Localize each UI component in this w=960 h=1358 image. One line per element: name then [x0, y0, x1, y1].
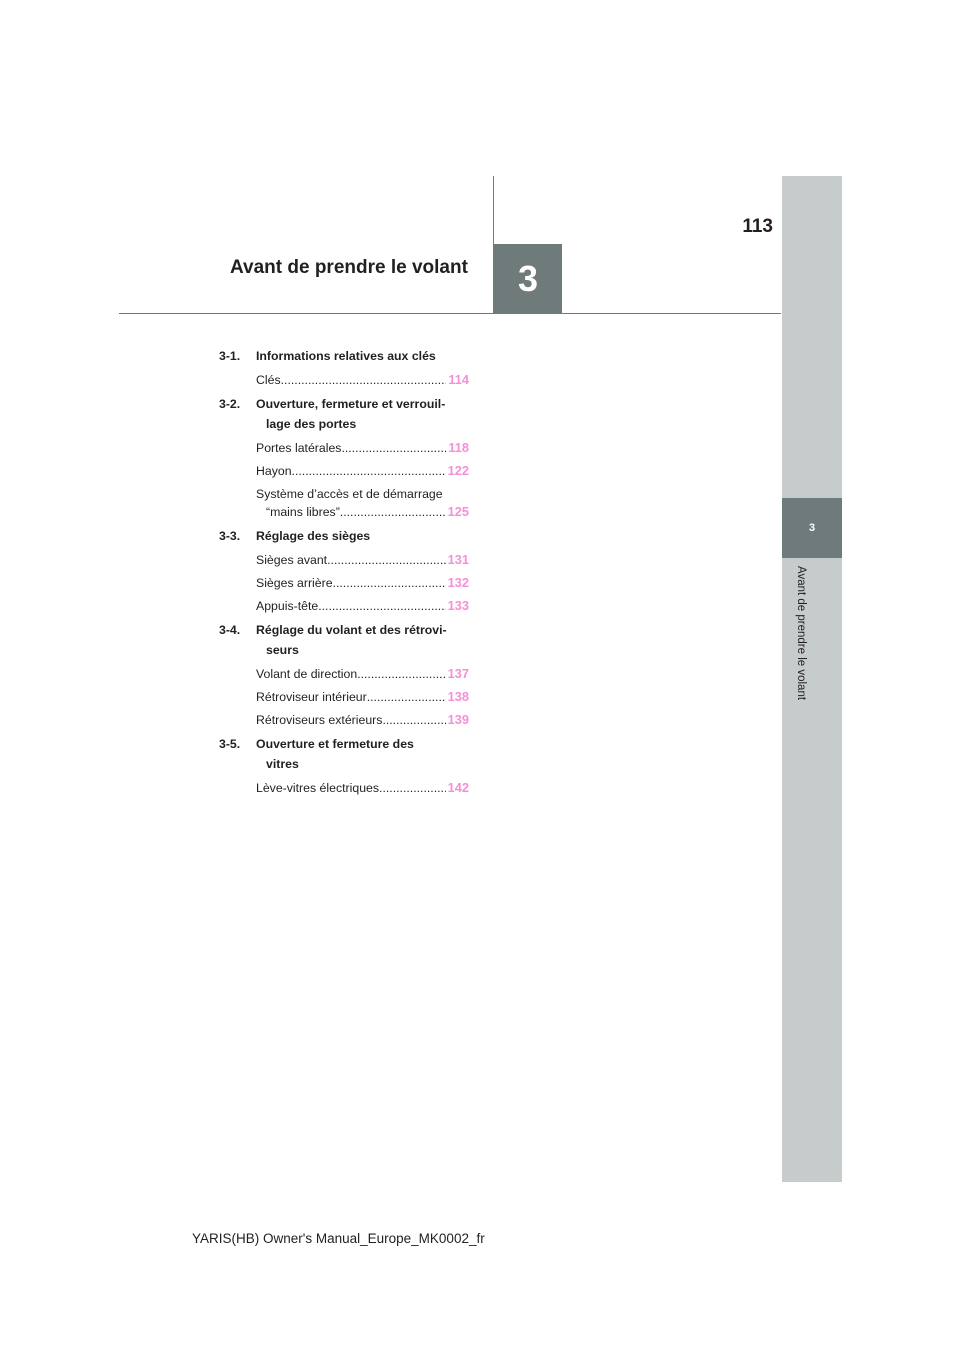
toc-section-heading: [219, 346, 469, 366]
toc-section-number: 3-5.: [219, 737, 241, 751]
side-tab: [782, 176, 842, 1182]
toc-entry-label: Lève-vitres électriques: [256, 781, 380, 795]
toc-entry-label: Hayon: [256, 464, 292, 478]
toc-leader-dots: [292, 462, 446, 480]
toc-section-number: 3-2.: [219, 397, 241, 411]
toc-page-link[interactable]: 137: [447, 666, 469, 681]
toc-entry-label: Rétroviseurs extérieurs: [256, 713, 383, 727]
toc-section-title-line: Ouverture et fermeture des: [256, 737, 414, 751]
toc-section-title-line: vitres: [266, 757, 299, 771]
toc-section-number: 3-3.: [219, 529, 241, 543]
toc-section-title-line: lage des portes: [266, 417, 357, 431]
toc-entry[interactable]: [256, 779, 469, 797]
toc-entry[interactable]: [256, 688, 469, 706]
toc-section-title: [256, 526, 469, 546]
toc-leader-dots: [382, 711, 445, 729]
toc-section-title-line: seurs: [266, 643, 299, 657]
toc-leader-dots: [379, 779, 446, 797]
side-tab-number-box[interactable]: [782, 498, 842, 558]
toc-entry[interactable]: [256, 597, 469, 615]
toc-section-title-line: Réglage des sièges: [256, 529, 371, 543]
header-horizontal-rule: [119, 313, 781, 314]
toc-section-title: [256, 620, 469, 660]
toc-entry[interactable]: [256, 711, 469, 729]
toc-section-number: 3-1.: [219, 349, 241, 363]
toc-entry-label: Sièges arrière: [256, 576, 333, 590]
chapter-title: Avant de prendre le volant: [230, 257, 468, 278]
toc-page-link[interactable]: 131: [447, 552, 469, 567]
toc-leader-dots: [318, 597, 445, 615]
side-tab-label: Avant de prendre le volant: [795, 566, 807, 701]
toc-page-link[interactable]: 132: [447, 575, 469, 590]
chapter-number: 3: [517, 257, 539, 299]
toc-entry[interactable]: [256, 439, 469, 457]
toc-section-title-line: Informations relatives aux clés: [256, 349, 436, 363]
toc-leader-dots: [341, 439, 446, 457]
toc-entry[interactable]: [256, 665, 469, 683]
chapter-number-box: [494, 244, 562, 313]
page-number: 113: [742, 216, 773, 237]
toc-leader-dots: [333, 574, 446, 592]
toc-entry[interactable]: [256, 551, 469, 569]
toc-page-link[interactable]: 122: [447, 463, 469, 478]
toc-entry-label: Portes latérales: [256, 441, 342, 455]
toc-section-heading: [219, 526, 469, 546]
toc-page-link[interactable]: 139: [447, 712, 469, 727]
toc-section-heading: [219, 394, 469, 434]
table-of-contents: [219, 346, 469, 797]
toc-leader-dots: [340, 503, 446, 521]
toc-leader-dots: [357, 665, 445, 683]
toc-page-link[interactable]: 118: [448, 440, 469, 455]
toc-entry-label: “mains libres”: [266, 505, 340, 519]
toc-entry-label: Système d’accès et de démarrage: [256, 487, 443, 501]
toc-section-title: [256, 346, 469, 366]
toc-leader-dots: [327, 551, 446, 569]
toc-section-number: 3-4.: [219, 623, 241, 637]
toc-page-link[interactable]: 133: [447, 598, 469, 613]
side-tab-number: 3: [808, 522, 816, 534]
toc-entry-label: Appuis-tête: [256, 599, 319, 613]
toc-leader-dots: [367, 688, 446, 706]
toc-section-title-line: Réglage du volant et des rétrovi-: [256, 623, 447, 637]
toc-entry-label: Clés: [256, 373, 281, 387]
toc-section-heading: [219, 734, 469, 774]
toc-section-title-line: Ouverture, fermeture et verrouil-: [256, 397, 446, 411]
toc-section-title: [256, 734, 469, 774]
toc-page-link[interactable]: 142: [447, 780, 469, 795]
footer-text: YARIS(HB) Owner's Manual_Europe_MK0002_fr: [192, 1231, 485, 1246]
toc-section-heading: [219, 620, 469, 660]
toc-entry-label: Sièges avant: [256, 553, 328, 567]
toc-page-link[interactable]: 125: [447, 504, 469, 519]
toc-entry[interactable]: [256, 485, 469, 521]
toc-page-link[interactable]: 138: [447, 689, 469, 704]
toc-entry[interactable]: [256, 371, 469, 389]
toc-leader-dots: [281, 371, 447, 389]
toc-entry-label: Volant de direction: [256, 667, 358, 681]
toc-entry-label: Rétroviseur intérieur: [256, 690, 367, 704]
toc-entry[interactable]: [256, 462, 469, 480]
toc-page-link[interactable]: 114: [448, 372, 469, 387]
toc-section-title: [256, 394, 469, 434]
toc-entry[interactable]: [256, 574, 469, 592]
